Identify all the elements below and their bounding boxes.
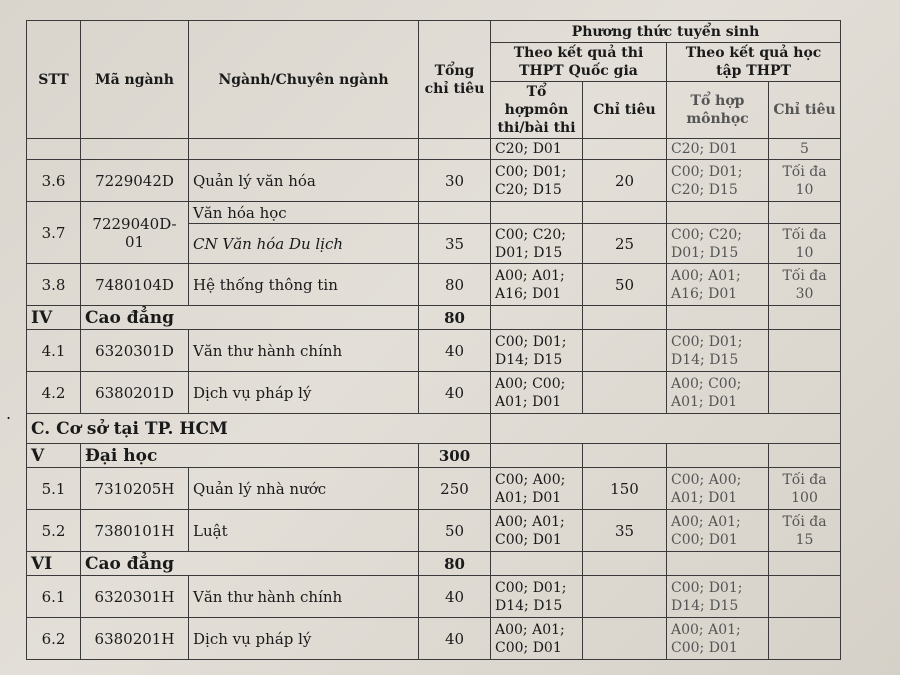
to-hop-cell: C00; D01; D14; D15 [491, 576, 583, 618]
chi-tieu-cell: 50 [583, 264, 667, 306]
section-row [27, 444, 841, 468]
section-total: 300 [419, 444, 491, 468]
phuong-thuc-header: Phương thức tuyển sinh [491, 21, 841, 43]
to-hop-cell: C00; C20; D01; D15 [667, 224, 769, 264]
table-row [27, 202, 841, 224]
nganh-cell: Dịch vụ pháp lý [189, 372, 419, 414]
section-row [27, 414, 841, 444]
nganh-cell: Hệ thống thông tin [189, 264, 419, 306]
table-row [27, 576, 841, 618]
hoc-tap-header: Theo kết quả học tập THPT [667, 43, 841, 82]
table-row [27, 330, 841, 372]
ma-cell: 7310205H [81, 468, 189, 510]
to-hop-cell: C00; A00; A01; D01 [491, 468, 583, 510]
chi-tieu-cell: 5 [769, 139, 841, 160]
tong-cell: 40 [419, 618, 491, 660]
stt-cell: 5.2 [27, 510, 81, 552]
to-hop-cell: C20; D01 [491, 139, 583, 160]
tong-cell: 40 [419, 576, 491, 618]
to-hop-cell: C00; D01; C20; D15 [491, 160, 583, 202]
table-row [27, 468, 841, 510]
stt-cell: 3.6 [27, 160, 81, 202]
chi-tieu-1-header: Chỉ tiêu [583, 82, 667, 139]
to-hop-cell: C00; A00; A01; D01 [667, 468, 769, 510]
stt-cell: 4.1 [27, 330, 81, 372]
to-hop-cell: A00; A01; C00; D01 [667, 510, 769, 552]
ma-cell: 6320301D [81, 330, 189, 372]
section-title: Cao đẳng [81, 552, 419, 576]
ma-cell: 6380201D [81, 372, 189, 414]
ma-cell: 7229040D-01 [81, 202, 189, 264]
admission-table [26, 20, 841, 660]
chi-tieu-cell: 25 [583, 224, 667, 264]
stt-cell: 4.2 [27, 372, 81, 414]
tong-cell: 50 [419, 510, 491, 552]
table-row [27, 264, 841, 306]
chi-tieu-2-header: Chỉ tiêu [769, 82, 841, 139]
table-row [27, 618, 841, 660]
table-row [27, 510, 841, 552]
to-hop-cell: C00; C20; D01; D15 [491, 224, 583, 264]
to-hop-cell: C00; D01; D14; D15 [667, 576, 769, 618]
col-stt-header: STT [27, 21, 81, 139]
chi-tieu-cell: Tối đa 10 [769, 160, 841, 202]
to-hop-hoc-header: Tổ hợp mônhọc [667, 82, 769, 139]
header-row-1 [27, 21, 841, 43]
ma-cell: 6320301H [81, 576, 189, 618]
section-title: Cao đẳng [81, 306, 419, 330]
to-hop-cell: A00; C00; A01; D01 [667, 372, 769, 414]
chi-tieu-cell: 35 [583, 510, 667, 552]
chi-tieu-cell: 20 [583, 160, 667, 202]
chi-tieu-cell: Tối đa 10 [769, 224, 841, 264]
stt-cell: 6.1 [27, 576, 81, 618]
nganh-cell: Quản lý nhà nước [189, 468, 419, 510]
ma-cell: 7480104D [81, 264, 189, 306]
to-hop-cell: A00; A01; C00; D01 [491, 510, 583, 552]
table-row [27, 139, 841, 160]
tong-cell: 30 [419, 160, 491, 202]
to-hop-cell: A00; C00; A01; D01 [491, 372, 583, 414]
table-row [27, 372, 841, 414]
table-row [27, 160, 841, 202]
chi-tieu-cell: Tối đa 100 [769, 468, 841, 510]
nganh-cell: Văn hóa học [189, 202, 419, 224]
col-nganh-header: Ngành/Chuyên ngành [189, 21, 419, 139]
section-title: Đại học [81, 444, 419, 468]
tong-cell: 40 [419, 330, 491, 372]
nganh-cell: Dịch vụ pháp lý [189, 618, 419, 660]
margin-mark: . [6, 404, 12, 423]
nganh-cell: Luật [189, 510, 419, 552]
stt-cell: 5.1 [27, 468, 81, 510]
ma-cell: 6380201H [81, 618, 189, 660]
to-hop-thi-header: Tổ hợpmôn thi/bài thi [491, 82, 583, 139]
ma-cell: 7229042D [81, 160, 189, 202]
thpt-qg-header: Theo kết quả thi THPT Quốc gia [491, 43, 667, 82]
to-hop-cell: C20; D01 [667, 139, 769, 160]
stt-cell: 6.2 [27, 618, 81, 660]
to-hop-cell: C00; D01; D14; D15 [667, 330, 769, 372]
nganh-cell: Văn thư hành chính [189, 330, 419, 372]
col-tong-chi-tieu-header: Tổng chỉ tiêu [419, 21, 491, 139]
section-number: VI [27, 552, 81, 576]
section-total: 80 [419, 306, 491, 330]
section-row [27, 552, 841, 576]
nganh-cell: Quản lý văn hóa [189, 160, 419, 202]
nganh-cell: CN Văn hóa Du lịch [189, 224, 419, 264]
section-number: V [27, 444, 81, 468]
section-number: IV [27, 306, 81, 330]
chi-tieu-cell: Tối đa 15 [769, 510, 841, 552]
tong-cell: 250 [419, 468, 491, 510]
tong-cell: 40 [419, 372, 491, 414]
chi-tieu-cell: Tối đa 30 [769, 264, 841, 306]
stt-cell: 3.8 [27, 264, 81, 306]
section-row [27, 306, 841, 330]
to-hop-cell: A00; A01; A16; D01 [491, 264, 583, 306]
to-hop-cell: A00; A01; A16; D01 [667, 264, 769, 306]
to-hop-cell: A00; A01; C00; D01 [491, 618, 583, 660]
to-hop-cell: C00; D01; D14; D15 [491, 330, 583, 372]
col-ma-nganh-header: Mã ngành [81, 21, 189, 139]
tong-cell: 35 [419, 224, 491, 264]
chi-tieu-cell: 150 [583, 468, 667, 510]
to-hop-cell: A00; A01; C00; D01 [667, 618, 769, 660]
tong-cell: 80 [419, 264, 491, 306]
ma-cell: 7380101H [81, 510, 189, 552]
stt-cell: 3.7 [27, 202, 81, 264]
nganh-cell: Văn thư hành chính [189, 576, 419, 618]
to-hop-cell: C00; D01; C20; D15 [667, 160, 769, 202]
section-total: 80 [419, 552, 491, 576]
campus-title: C. Cơ sở tại TP. HCM [27, 414, 491, 444]
